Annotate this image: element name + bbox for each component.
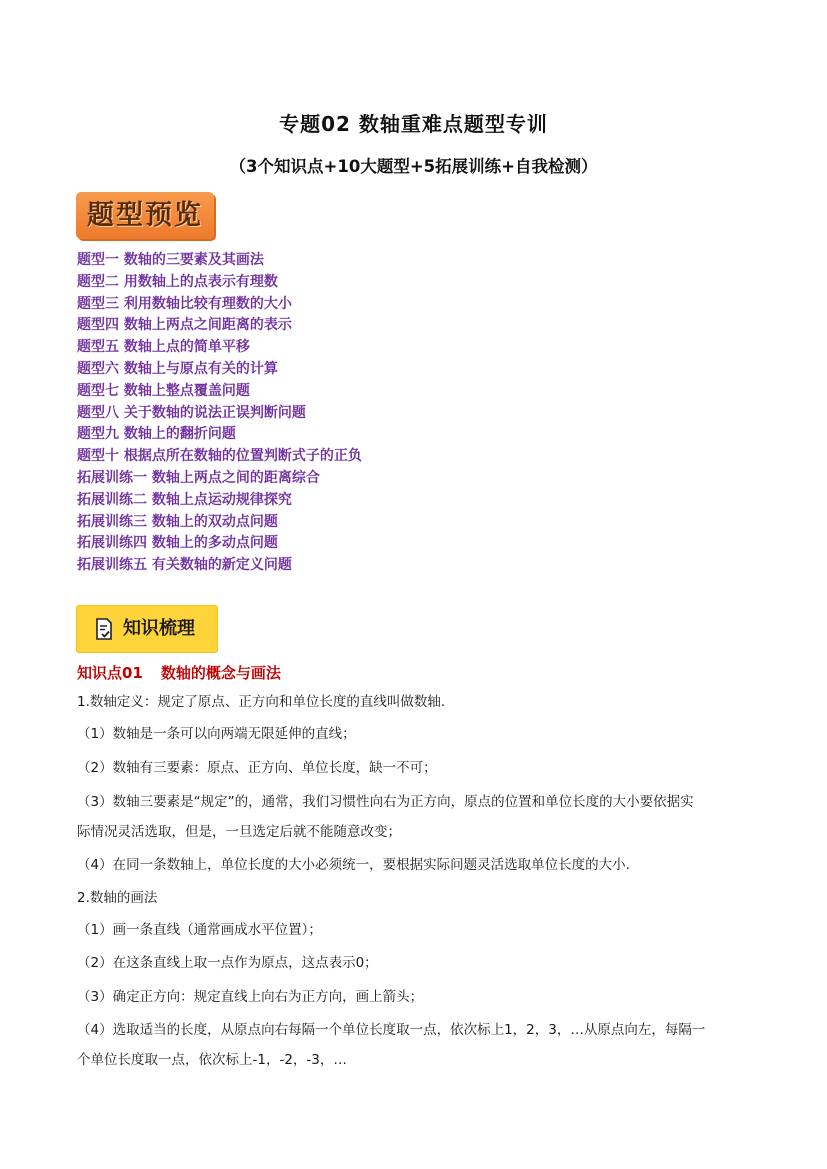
toc-item[interactable]: 题型一 数轴的三要素及其画法: [77, 252, 264, 268]
drawing-step: （1）画一条直线（通常画成水平位置）；: [77, 922, 322, 938]
question-type-list: [77, 250, 362, 577]
toc-item[interactable]: 题型四 数轴上两点之间距离的表示: [77, 317, 292, 334]
page-title: 专题02 数轴重难点题型专训: [279, 112, 548, 136]
drawing-step-cont: 个单位长度取一点，依次标上-1，-2，-3，…: [77, 1052, 347, 1068]
toc-item[interactable]: 题型十 根据点所在数轴的位置判断式子的正负: [77, 448, 362, 465]
drawing-heading: 2.数轴的画法: [77, 890, 158, 906]
definition-heading: 1.数轴定义：规定了原点、正方向和单位长度的直线叫做数轴.: [77, 694, 446, 710]
definition-item: （1）数轴是一条可以向两端无限延伸的直线；: [77, 726, 356, 742]
knowledge-summary-banner: [76, 605, 218, 653]
toc-item[interactable]: 题型五 数轴上点的简单平移: [77, 339, 250, 356]
question-types-preview-banner: [76, 192, 214, 239]
definition-item: （3）数轴三要素是“规定”的，通常，我们习惯性向右为正方向，原点的位置和单位长度的大小要依据实: [77, 794, 694, 810]
drawing-step: （3）确定正方向：规定直线上向右为正方向，画上箭头；: [77, 989, 424, 1005]
toc-item[interactable]: 拓展训练四 数轴上的多动点问题: [77, 535, 278, 552]
toc-item[interactable]: 题型二 用数轴上的点表示有理数: [77, 273, 278, 290]
definition-item-cont: 际情况灵活选取，但是，一旦选定后就不能随意改变；: [77, 824, 401, 840]
toc-item[interactable]: 题型七 数轴上整点覆盖问题: [77, 382, 250, 399]
banner-label: 知识梳理: [123, 618, 195, 639]
banner-label: 题型预览: [87, 200, 203, 231]
toc-item[interactable]: 题型三 利用数轴比较有理数的大小: [77, 295, 292, 312]
toc-item[interactable]: 题型九 数轴上的翻折问题: [77, 426, 236, 443]
definition-item: （4）在同一条数轴上，单位长度的大小必须统一，要根据实际问题灵活选取单位长度的大小.: [77, 857, 630, 873]
definition-item: （2）数轴有三要素：原点、正方向、单位长度，缺一不可；: [77, 760, 437, 776]
toc-item[interactable]: 拓展训练三 数轴上的双动点问题: [77, 513, 278, 530]
toc-item[interactable]: 拓展训练五 有关数轴的新定义问题: [77, 557, 292, 574]
toc-item[interactable]: 拓展训练一 数轴上两点之间的距离综合: [77, 469, 320, 486]
toc-item[interactable]: 拓展训练二 数轴上点运动规律探究: [77, 491, 292, 508]
knowledge-point-title: 数轴的概念与画法: [160, 664, 281, 682]
toc-item[interactable]: 题型八 关于数轴的说法正误判断问题: [77, 404, 306, 421]
page-subtitle: （3个知识点+10大题型+5拓展训练+自我检测）: [229, 157, 598, 176]
drawing-step: （4）选取适当的长度，从原点向右每隔一个单位长度取一点，依次标上1，2，3，…从原点向左，每隔一: [77, 1022, 706, 1038]
knowledge-point-heading: [77, 662, 281, 683]
knowledge-point-number: 知识点01: [77, 664, 143, 682]
document-check-icon: [95, 618, 113, 640]
toc-item[interactable]: 题型六 数轴上与原点有关的计算: [77, 360, 278, 377]
drawing-step: （2）在这条直线上取一点作为原点，这点表示0；: [77, 955, 378, 971]
